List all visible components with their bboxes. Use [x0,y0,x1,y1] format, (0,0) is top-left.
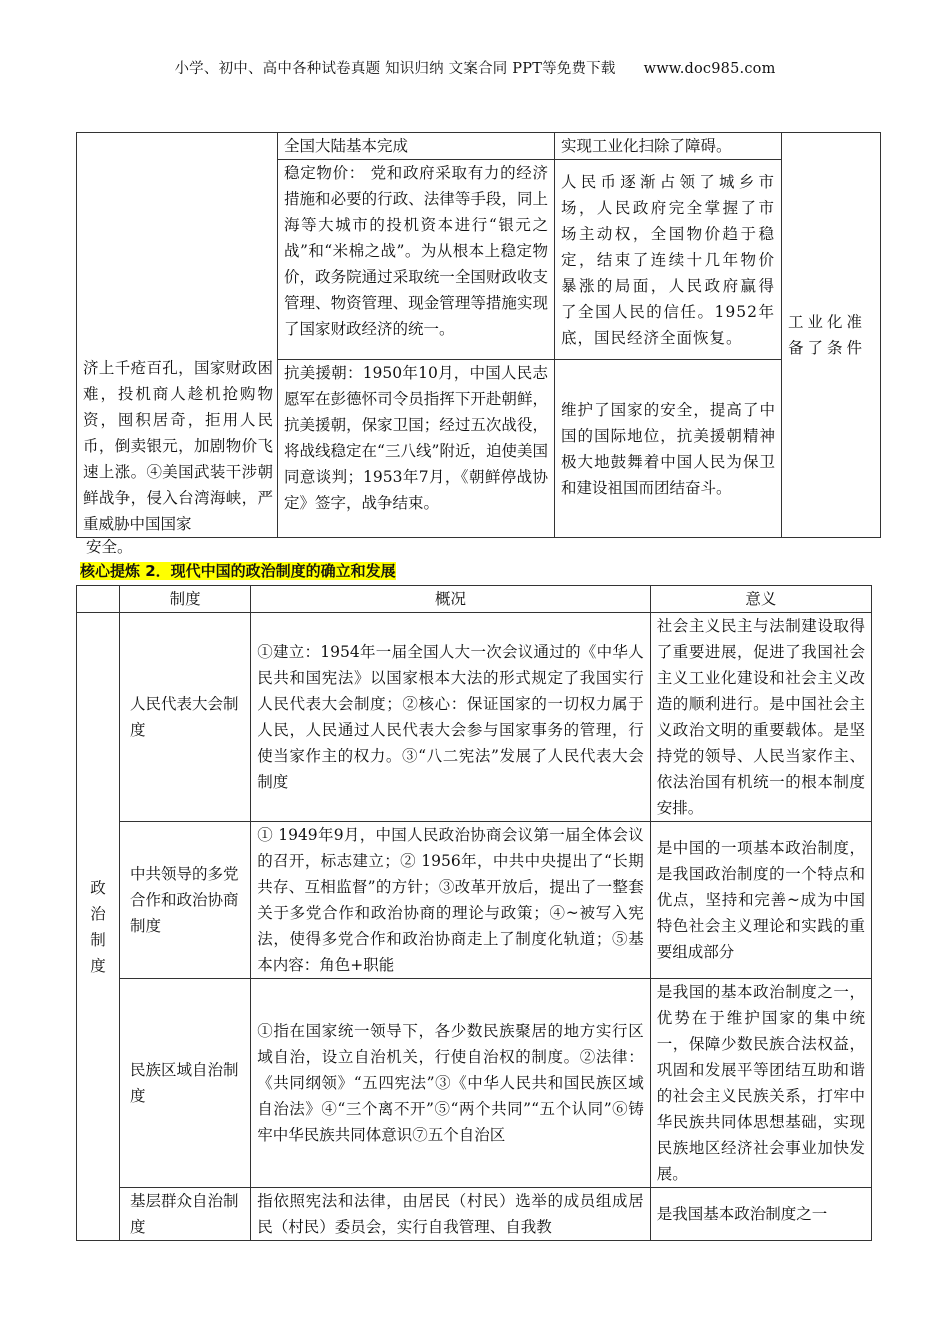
table-row [77,1188,872,1241]
background-cell [77,133,278,538]
system-significance: 社会主义民主与法制建设取得了重要进展，促进了我国社会主义工业化建设和社会主义改造的顺利进行。是中国社会主义政治文明的重要载体。是坚持党的领导、人民当家作主、依法治国有机统一的根本制度安排。 [650,613,871,822]
system-overview: ①指在国家统一领导下，各少数民族聚居的地方实行区域自治，设立自治机关，行使自治权的制度。②法律：《共同纲领》“五四宪法”③《中华人民共和国民族区域自治法》④“三个离不开”⑤“两个共同”“五个认同”⑥铸牢中华民族共同体意识⑦五个自治区 [251,979,651,1188]
header-blank [77,586,120,613]
header-system: 制度 [120,586,251,613]
table-row [77,979,872,1188]
table-row [77,822,872,979]
table-row [77,613,872,822]
political-system-table [76,585,872,1241]
result-cell-0: 实现工业化扫除了障碍。 [555,133,782,160]
system-name: 中共领导的多党合作和政治协商制度 [120,822,251,979]
continued-text: 安全。 [86,538,133,556]
system-name: 基层群众自治制度 [120,1188,251,1241]
system-name: 人民代表大会制度 [120,613,251,822]
system-overview: 指依照宪法和法律，由居民（村民）选举的成员组成居民（村民）委员会，实行自我管理、自我教 [251,1188,651,1241]
event-cell-0: 全国大陆基本完成 [278,133,555,160]
system-name: 民族区域自治制度 [120,979,251,1188]
category-cell [77,613,120,1241]
result-cell-2: 维护了国家的安全，提高了中国的国际地位，抗美援朝精神极大地鼓舞着中国人民为保卫和建设祖国而团结奋斗。 [555,360,782,538]
system-significance: 是中国的一项基本政治制度，是我国政治制度的一个特点和优点，坚持和完善~成为中国特色社会主义理论和实践的重要组成部分 [650,822,871,979]
result-cell-1: 人民币逐渐占领了城乡市场，人民政府完全掌握了市场主动权，全国物价趋于稳定，结束了连续十几年物价暴涨的局面，人民政府赢得了全国人民的信任。1952年底，国民经济全面恢复。 [555,160,782,360]
category-text: 政治制度 [90,878,106,975]
page-header [0,57,950,78]
header-text: 小学、初中、高中各种试卷真题 知识归纳 文案合同 PPT等免费下载 [174,61,616,77]
section-title [80,560,396,581]
section-title-text: 核心提炼 2．现代中国的政治制度的确立和发展 [80,562,396,580]
header-overview: 概况 [251,586,651,613]
event-cell-1: 稳定物价： 党和政府采取有力的经济措施和必要的行政、法律等手段，同上海等大城市的投机资本进行“银元之战”和“米棉之战”。为从根本上稳定物价，政务院通过采取统一全国财政收支管理、物资管理、现金管理等措施实现了国家财政经济的统一。 [278,160,555,360]
header-site: www.doc985.com [643,61,776,77]
event-cell-2: 抗美援朝：1950年10月，中国人民志愿军在彭德怀司令员指挥下开赴朝鲜，抗美援朝，保家卫国；经过五次战役，将战线稳定在“三八线”附近，迫使美国同意谈判；1953年7月，《朝鲜停战协定》签字，战争结束。 [278,360,555,538]
system-overview: ①建立：1954年一届全国人大一次会议通过的《中华人民共和国宪法》以国家根本大法的形式规定了我国实行人民代表大会制度；②核心：保证国家的一切权力属于人民，人民通过人民代表大会参与国家事务的管理，行使当家作主的权力。③“八二宪法”发展了人民代表大会制度 [251,613,651,822]
system-overview: ① 1949年9月，中国人民政治协商会议第一届全体会议的召开，标志建立；② 1956年，中共中央提出了“长期共存、互相监督”的方针；③改革开放后，提出了一整套关于多党合作和政治协商的理论与政策；④~被写入宪法，使得多党合作和政治协商走上了制度化轨道；⑤基本内容：角色+职能 [251,822,651,979]
system-significance: 是我国的基本政治制度之一，优势在于维护国家的集中统一，保障少数民族合法权益，巩固和发展平等团结互助和谐的社会主义民族关系，打牢中华民族共同体思想基础，实现民族地区经济社会事业加快发展。 [650,979,871,1188]
significance-text: 工业化准备了条件 [788,313,867,357]
header-significance: 意义 [650,586,871,613]
background-text: 济上千疮百孔，国家财政困难，投机商人趁机抢购物资，囤积居奇，拒用人民币，倒卖银元，加剧物价飞速上涨。④美国武装干涉朝鲜战争，侵入台湾海峡，严重威胁中国国家 [83,359,273,533]
history-table [76,132,881,538]
significance-cell [782,133,881,538]
system-significance: 是我国基本政治制度之一 [650,1188,871,1241]
